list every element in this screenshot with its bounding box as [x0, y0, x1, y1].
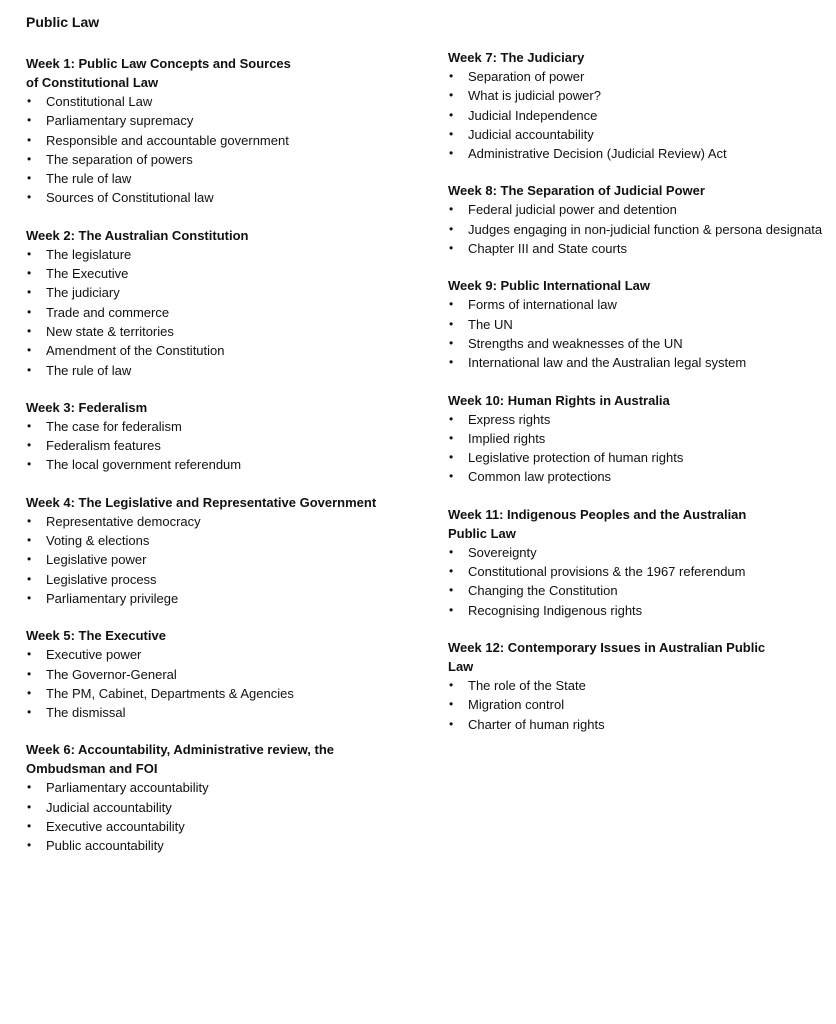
week-heading-line: Week 1: Public Law Concepts and Sources	[26, 56, 291, 71]
week-heading	[448, 391, 828, 410]
week-heading-line: Week 8: The Separation of Judicial Power	[448, 183, 705, 199]
topic-item: • Legislative process	[26, 570, 426, 589]
week-heading	[26, 398, 426, 417]
topic-item: • Changing the Constitution	[448, 581, 828, 600]
topic-item: • Federal judicial power and detention	[448, 200, 828, 219]
week-section	[26, 226, 426, 380]
topic-item: • Recognising Indigenous rights	[448, 601, 828, 620]
topic-list	[26, 92, 426, 208]
topic-item: • The UN	[448, 315, 828, 334]
topic-item: • The PM, Cabinet, Departments & Agencies	[26, 684, 426, 703]
week-section	[448, 276, 828, 372]
week-heading	[26, 626, 426, 645]
topic-item: • Constitutional Law	[26, 92, 426, 111]
topic-item: • Separation of power	[448, 67, 828, 86]
topic-item: • Judges engaging in non-judicial function & persona designata	[448, 220, 828, 239]
week-heading-line: Week 2: The Australian Constitution	[26, 227, 249, 243]
topic-item: • Strengths and weaknesses of the UN	[448, 334, 828, 353]
topic-item: • Common law protections	[448, 467, 828, 486]
week-heading-line: Week 6: Accountability, Administrative review, the	[26, 742, 334, 758]
topic-item: • Executive accountability	[26, 817, 426, 836]
topic-item: • The rule of law	[26, 169, 426, 188]
left-column	[26, 54, 426, 874]
topic-item: • The Executive	[26, 264, 426, 283]
week-heading-line: Week 3: Federalism	[26, 399, 148, 415]
week-heading	[448, 638, 828, 676]
week-section	[448, 638, 828, 734]
week-heading	[26, 740, 426, 778]
topic-item: • The judiciary	[26, 283, 426, 302]
week-section	[26, 626, 426, 722]
week-heading-line: Week 7: The Judiciary	[448, 50, 585, 65]
topic-item: • The rule of law	[26, 361, 426, 380]
week-heading-line: of Constitutional Law	[26, 75, 159, 90]
week-heading	[26, 493, 426, 512]
week-heading	[448, 505, 828, 543]
week-heading-line: Law	[448, 658, 474, 674]
topic-item: • Forms of international law	[448, 295, 828, 314]
week-section	[448, 181, 828, 258]
week-heading-line: Ombudsman and FOI	[26, 761, 158, 777]
topic-item: • Express rights	[448, 410, 828, 429]
topic-item: • Parliamentary supremacy	[26, 111, 426, 130]
topic-item: • Federalism features	[26, 436, 426, 455]
topic-list	[26, 245, 426, 380]
topic-list	[448, 410, 828, 487]
topic-item: • Executive power	[26, 645, 426, 664]
topic-list	[26, 417, 426, 475]
topic-item: • Sources of Constitutional law	[26, 188, 426, 207]
topic-item: • The case for federalism	[26, 417, 426, 436]
topic-item: • The dismissal	[26, 703, 426, 722]
week-section	[26, 740, 426, 855]
week-heading	[448, 48, 828, 67]
week-heading-line: Week 9: Public International Law	[448, 278, 651, 294]
topic-item: • The legislature	[26, 245, 426, 264]
week-heading	[448, 276, 828, 295]
topic-item: • Public accountability	[26, 836, 426, 855]
week-heading	[448, 181, 828, 200]
topic-item: • Judicial Independence	[448, 106, 828, 125]
topic-item: • Migration control	[448, 695, 828, 714]
week-section	[26, 493, 426, 608]
week-heading-line: Week 10: Human Rights in Australia	[448, 392, 670, 408]
week-section	[448, 505, 828, 620]
week-heading	[26, 54, 426, 92]
topic-item: • The role of the State	[448, 676, 828, 695]
topic-item: • What is judicial power?	[448, 86, 828, 105]
topic-item: • Judicial accountability	[448, 125, 828, 144]
topic-item: • Parliamentary privilege	[26, 589, 426, 608]
topic-item: • Parliamentary accountability	[26, 778, 426, 797]
topic-item: • Judicial accountability	[26, 798, 426, 817]
topic-item: • The Governor-General	[26, 665, 426, 684]
topic-item: • International law and the Australian legal system	[448, 353, 828, 372]
topic-item: • Legislative protection of human rights	[448, 448, 828, 467]
week-heading-line: Public Law	[448, 525, 516, 541]
week-section	[26, 54, 426, 208]
topic-item: • New state & territories	[26, 322, 426, 341]
week-section	[448, 391, 828, 487]
topic-item: • The local government referendum	[26, 455, 426, 474]
topic-item: • Voting & elections	[26, 531, 426, 550]
topic-item: • Legislative power	[26, 550, 426, 569]
week-heading-line: Week 12: Contemporary Issues in Australian Public	[448, 639, 766, 655]
topic-list	[448, 200, 828, 258]
topic-item: • Amendment of the Constitution	[26, 341, 426, 360]
week-section	[448, 48, 828, 163]
topic-list	[26, 645, 426, 722]
week-heading-line: Week 4: The Legislative and Representative Government	[26, 494, 377, 510]
topic-list	[448, 543, 828, 620]
week-heading-line: Week 5: The Executive	[26, 628, 166, 644]
topic-list	[26, 778, 426, 855]
topic-item: • The separation of powers	[26, 150, 426, 169]
topic-list	[26, 512, 426, 608]
topic-item: • Charter of human rights	[448, 715, 828, 734]
topic-item: • Trade and commerce	[26, 303, 426, 322]
topic-item: • Responsible and accountable government	[26, 131, 426, 150]
right-column	[448, 48, 828, 752]
week-heading	[26, 226, 426, 245]
topic-list	[448, 676, 828, 734]
week-heading-line: Week 11: Indigenous Peoples and the Australian	[448, 506, 747, 522]
week-section	[26, 398, 426, 475]
topic-item: • Representative democracy	[26, 512, 426, 531]
topic-item: • Administrative Decision (Judicial Review) Act	[448, 144, 828, 163]
topic-item: • Sovereignty	[448, 543, 828, 562]
topic-item: • Implied rights	[448, 429, 828, 448]
topic-list	[448, 67, 828, 163]
topic-list	[448, 295, 828, 372]
document-title: Public Law	[26, 14, 100, 30]
topic-item: • Constitutional provisions & the 1967 referendum	[448, 562, 828, 581]
topic-item: • Chapter III and State courts	[448, 239, 828, 258]
